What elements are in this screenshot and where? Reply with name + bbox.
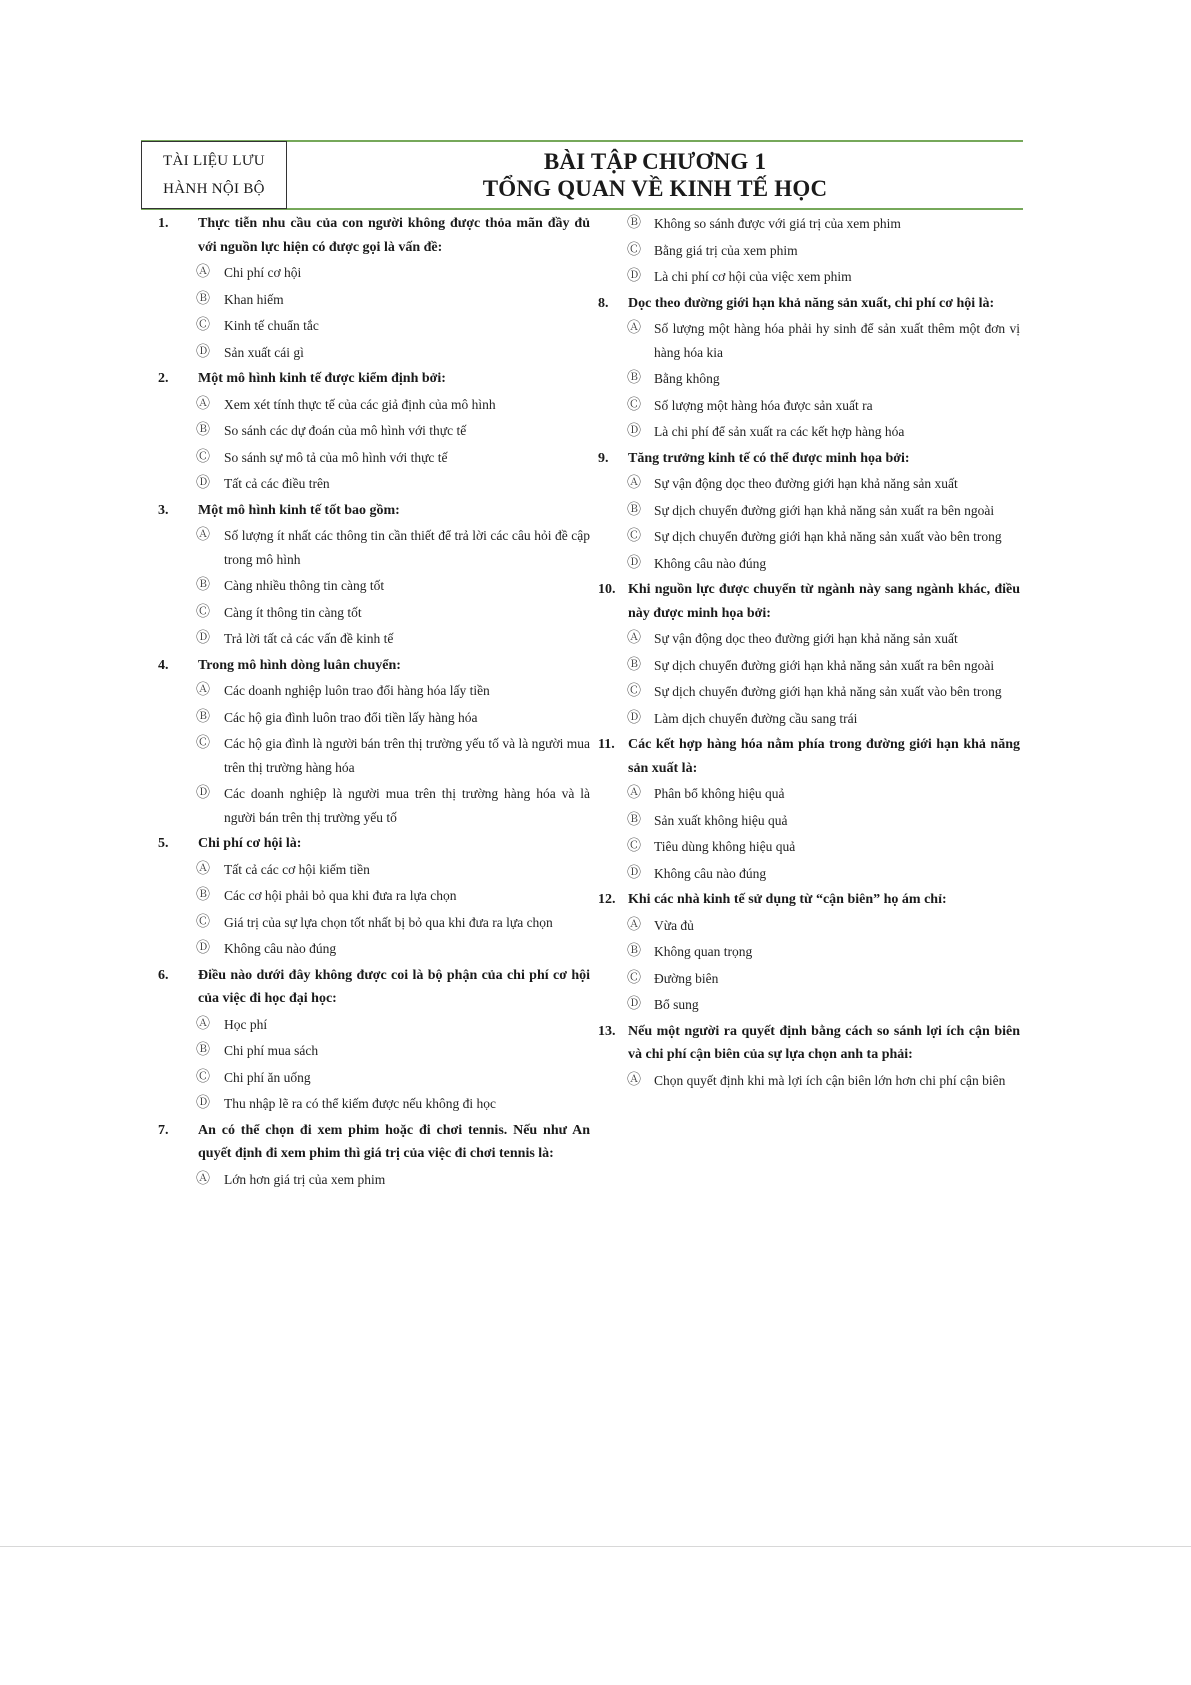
option-letter-icon: Ⓒ [627, 397, 641, 413]
option-letter-icon: Ⓐ [196, 861, 210, 877]
answer-options [158, 1013, 590, 1116]
option-text: Sự dịch chuyển đường giới hạn khả năng sản xuất vào bên trong [654, 529, 1002, 544]
page-title [287, 142, 1023, 208]
option-letter-icon: Ⓒ [196, 604, 210, 620]
option-text: Không so sánh được với giá trị của xem phim [654, 216, 901, 231]
question-number: 2. [158, 371, 169, 386]
answer-option [158, 1066, 590, 1090]
question-stem [158, 654, 590, 678]
answer-options [598, 212, 1020, 289]
answer-option [598, 654, 1020, 678]
option-text: Vừa đủ [654, 917, 694, 933]
question-text: Trong mô hình dòng luân chuyển: [198, 657, 401, 673]
question-number: 9. [598, 450, 609, 466]
answer-options [598, 472, 1020, 575]
question-item [598, 212, 1020, 289]
question-number: 4. [158, 657, 169, 673]
question-item [158, 499, 590, 651]
answer-option [598, 239, 1020, 263]
option-letter-icon: Ⓐ [627, 321, 641, 336]
answer-option [598, 914, 1020, 938]
option-letter-icon: Ⓑ [627, 812, 641, 828]
question-text: Khi nguồn lực được chuyển từ ngành này sang ngành khác, điều này được minh họa bởi: [628, 582, 1020, 621]
title-line-1: BÀI TẬP CHƯƠNG 1 [543, 149, 767, 174]
option-text: Tiêu dùng không hiệu quả [654, 839, 796, 854]
question-number: 8. [598, 295, 609, 311]
answer-option [158, 1092, 590, 1116]
option-text: Các hộ gia đình là người bán trên thị trường yếu tố và là người mua trên thị trường hàng hóa [224, 736, 590, 775]
option-text: Chi phí mua sách [224, 1043, 319, 1058]
answer-option [158, 419, 590, 443]
answer-option [598, 212, 1020, 236]
question-number: 13. [598, 1023, 616, 1039]
option-text: Không câu nào đúng [654, 865, 767, 881]
option-text: Sự dịch chuyển đường giới hạn khả năng sản xuất ra bên ngoài [654, 657, 995, 673]
option-text: Chi phí cơ hội [224, 265, 302, 280]
answer-option [158, 706, 590, 730]
option-letter-icon: Ⓒ [196, 449, 210, 465]
option-letter-icon: Ⓓ [627, 710, 641, 726]
question-stem [158, 1119, 590, 1166]
answer-options [158, 858, 590, 961]
answer-option [158, 937, 590, 961]
option-letter-icon: Ⓐ [196, 265, 210, 280]
option-letter-icon: Ⓓ [627, 997, 641, 1012]
option-letter-icon: Ⓒ [196, 914, 210, 930]
answer-option [598, 993, 1020, 1017]
answer-option [158, 782, 590, 829]
option-text: Sự vận động dọc theo đường giới hạn khả năng sản xuất [654, 476, 958, 491]
answer-option [598, 835, 1020, 859]
answer-option [598, 499, 1020, 523]
option-letter-icon: Ⓓ [627, 424, 641, 439]
answer-option [598, 317, 1020, 364]
answer-option [158, 1013, 590, 1037]
question-item [598, 447, 1020, 576]
option-text: Khan hiếm [224, 291, 284, 307]
question-stem [158, 367, 590, 391]
question-stem [598, 888, 1020, 912]
question-text: Điều nào dưới đây không được coi là bộ phận của chi phí cơ hội của việc đi học đại học: [198, 967, 590, 1006]
answer-option [598, 809, 1020, 833]
answer-option [598, 862, 1020, 886]
answer-option [158, 1168, 590, 1192]
title-line-2: TỔNG QUAN VỀ KINH TẾ HỌC [482, 176, 828, 201]
option-text: Sản xuất không hiệu quả [654, 812, 788, 828]
answer-options [598, 627, 1020, 730]
option-letter-icon: Ⓐ [196, 1016, 210, 1032]
option-text: Các doanh nghiệp luôn trao đổi hàng hóa lấy tiền [224, 683, 490, 698]
option-text: Càng nhiều thông tin càng tốt [224, 578, 385, 593]
option-text: Số lượng ít nhất các thông tin cần thiết để trả lời các câu hỏi đề cập trong mô hình [224, 528, 590, 567]
option-letter-icon: Ⓐ [627, 786, 641, 801]
option-text: Càng ít thông tin càng tốt [224, 604, 362, 620]
option-letter-icon: Ⓑ [627, 371, 641, 386]
question-number: 10. [598, 582, 616, 597]
option-text: Số lượng một hàng hóa được sản xuất ra [654, 397, 873, 413]
option-letter-icon: Ⓑ [196, 1043, 210, 1058]
question-number: 6. [158, 967, 169, 983]
answer-option [158, 858, 590, 882]
question-text: Một mô hình kinh tế tốt bao gồm: [198, 502, 400, 518]
option-letter-icon: Ⓐ [196, 528, 210, 543]
question-stem [598, 733, 1020, 780]
answer-options [158, 261, 590, 364]
option-text: Sản xuất cái gì [224, 344, 304, 360]
right-column [598, 212, 1020, 1095]
answer-options [598, 914, 1020, 1017]
answer-option [598, 367, 1020, 391]
answer-option [158, 446, 590, 470]
answer-option [598, 707, 1020, 731]
option-text: Chi phí ăn uống [224, 1069, 311, 1085]
option-text: So sánh sự mô tả của mô hình với thực tế [224, 449, 448, 465]
option-letter-icon: Ⓑ [196, 578, 210, 593]
question-text: Thực tiễn nhu cầu của con người không được thỏa mãn đầy đủ với nguồn lực hiện có được gọi là vấn đề: [198, 216, 590, 255]
question-item [158, 964, 590, 1116]
option-text: Bằng không [654, 371, 720, 386]
option-letter-icon: Ⓑ [627, 944, 641, 959]
question-stem [598, 1020, 1020, 1067]
option-text: Chọn quyết định khi mà lợi ích cận biên lớn hơn chi phí cận biên [654, 1072, 1006, 1088]
answer-option [158, 627, 590, 651]
question-stem [598, 578, 1020, 625]
answer-options [598, 1069, 1020, 1093]
question-stem [598, 447, 1020, 471]
answer-option [158, 393, 590, 417]
question-item [158, 1119, 590, 1192]
option-letter-icon: Ⓐ [627, 476, 641, 491]
option-letter-icon: Ⓒ [627, 529, 641, 544]
question-number: 11. [598, 737, 615, 752]
option-letter-icon: Ⓐ [196, 396, 210, 412]
option-letter-icon: Ⓐ [196, 683, 210, 698]
question-item [598, 733, 1020, 885]
answer-option [158, 884, 590, 908]
option-letter-icon: Ⓓ [196, 344, 210, 360]
option-text: Tất cả các cơ hội kiếm tiền [224, 861, 370, 877]
question-number: 5. [158, 836, 169, 851]
question-stem [158, 832, 590, 856]
footer-divider [0, 1546, 1191, 1547]
question-number: 1. [158, 216, 169, 231]
option-text: Các cơ hội phải bỏ qua khi đưa ra lựa chọn [224, 888, 457, 903]
question-item [158, 832, 590, 961]
option-letter-icon: Ⓓ [627, 865, 641, 881]
answer-option [158, 341, 590, 365]
question-stem [598, 292, 1020, 316]
option-text: Bổ sung [654, 997, 699, 1012]
option-text: Kinh tế chuẩn tắc [224, 318, 319, 333]
option-text: Không quan trọng [654, 944, 753, 959]
question-item [598, 1020, 1020, 1093]
answer-option [158, 911, 590, 935]
answer-option [158, 679, 590, 703]
answer-option [598, 472, 1020, 496]
option-letter-icon: Ⓒ [196, 318, 210, 333]
option-letter-icon: Ⓑ [196, 709, 210, 725]
option-letter-icon: Ⓒ [627, 970, 641, 986]
option-text: So sánh các dự đoán của mô hình với thực tế [224, 423, 467, 438]
option-letter-icon: Ⓐ [627, 631, 641, 646]
answer-option [598, 940, 1020, 964]
question-stem [158, 499, 590, 523]
question-text: An có thể chọn đi xem phim hoặc đi chơi tennis. Nếu như An quyết định đi xem phim thì giá trị của việc đi chơi tennis là: [198, 1122, 590, 1161]
question-text: Tăng trưởng kinh tế có thể được minh họa bởi: [628, 450, 910, 466]
option-letter-icon: Ⓒ [627, 242, 641, 258]
option-letter-icon: Ⓑ [627, 657, 641, 673]
option-text: Trả lời tất cả các vấn đề kinh tế [224, 631, 394, 646]
answer-options [598, 782, 1020, 885]
option-letter-icon: Ⓑ [196, 291, 210, 307]
left-column [158, 212, 590, 1194]
option-letter-icon: Ⓓ [196, 476, 210, 491]
option-text: Phân bổ không hiệu quả [654, 786, 785, 801]
option-letter-icon: Ⓐ [627, 1072, 641, 1088]
option-letter-icon: Ⓑ [627, 502, 641, 518]
option-letter-icon: Ⓒ [196, 736, 210, 751]
option-text: Bằng giá trị của xem phim [654, 242, 798, 258]
answer-option [158, 472, 590, 496]
option-text: Là chi phí cơ hội của việc xem phim [654, 269, 852, 284]
answer-option [158, 288, 590, 312]
question-text: Khi các nhà kinh tế sử dụng từ “cận biên” họ ám chỉ: [628, 892, 947, 907]
option-letter-icon: Ⓑ [196, 888, 210, 903]
option-letter-icon: Ⓒ [627, 684, 641, 699]
question-item [158, 654, 590, 830]
answer-option [598, 552, 1020, 576]
option-letter-icon: Ⓐ [196, 1171, 210, 1187]
question-text: Dọc theo đường giới hạn khả năng sản xuất, chi phí cơ hội là: [628, 295, 995, 311]
answer-option [598, 525, 1020, 549]
internal-use-line-1: TÀI LIỆU LƯU [163, 153, 265, 169]
option-text: Giá trị của sự lựa chọn tốt nhất bị bỏ qua khi đưa ra lựa chọn [224, 914, 553, 930]
answer-options [158, 524, 590, 651]
answer-options [158, 679, 590, 829]
internal-use-label [141, 141, 287, 209]
option-text: Thu nhập lẽ ra có thể kiếm được nếu không đi học [224, 1096, 497, 1111]
answer-option [158, 574, 590, 598]
option-text: Làm dịch chuyển đường cầu sang trái [654, 710, 858, 726]
answer-options [158, 1168, 590, 1192]
option-text: Sự dịch chuyển đường giới hạn khả năng sản xuất ra bên ngoài [654, 502, 995, 518]
option-text: Các hộ gia đình luôn trao đổi tiền lấy hàng hóa [224, 709, 478, 725]
option-letter-icon: Ⓓ [196, 1096, 210, 1111]
question-number: 12. [598, 892, 616, 907]
question-stem [158, 212, 590, 259]
question-text: Một mô hình kinh tế được kiểm định bởi: [198, 371, 446, 386]
answer-option [158, 524, 590, 571]
option-letter-icon: Ⓓ [196, 631, 210, 646]
answer-option [598, 967, 1020, 991]
option-letter-icon: Ⓒ [196, 1069, 210, 1085]
question-item [598, 578, 1020, 730]
option-text: Các doanh nghiệp là người mua trên thị trường hàng hóa và là người bán trên thị trường yếu tố [224, 786, 590, 825]
question-text: Nếu một người ra quyết định bằng cách so sánh lợi ích cận biên và chi phí cận biên của sự lựa chọn anh ta phải: [628, 1023, 1020, 1062]
option-letter-icon: Ⓓ [627, 555, 641, 571]
answer-option [598, 265, 1020, 289]
option-letter-icon: Ⓓ [196, 941, 210, 956]
option-letter-icon: Ⓓ [627, 269, 641, 284]
question-text: Các kết hợp hàng hóa nằm phía trong đường giới hạn khả năng sản xuất là: [628, 737, 1020, 776]
option-text: Là chi phí để sản xuất ra các kết hợp hàng hóa [654, 424, 905, 439]
question-item [158, 212, 590, 364]
option-letter-icon: Ⓐ [627, 917, 641, 933]
answer-option [158, 601, 590, 625]
option-text: Không câu nào đúng [654, 555, 767, 571]
option-letter-icon: Ⓓ [196, 786, 210, 801]
internal-use-line-2: HÀNH NỘI BỘ [163, 181, 265, 197]
question-number: 7. [158, 1122, 169, 1138]
question-item [598, 888, 1020, 1017]
question-item [158, 367, 590, 496]
answer-options [158, 393, 590, 496]
option-text: Học phí [224, 1016, 268, 1032]
option-letter-icon: Ⓑ [196, 423, 210, 438]
answer-option [598, 394, 1020, 418]
answer-option [158, 732, 590, 779]
answer-option [598, 782, 1020, 806]
option-letter-icon: Ⓒ [627, 839, 641, 854]
option-text: Lớn hơn giá trị của xem phim [224, 1171, 386, 1187]
answer-option [598, 420, 1020, 444]
answer-option [598, 680, 1020, 704]
question-stem [158, 964, 590, 1011]
answer-option [598, 1069, 1020, 1093]
question-item [598, 292, 1020, 444]
option-text: Đường biên [654, 970, 719, 986]
option-text: Số lượng một hàng hóa phải hy sinh để sản xuất thêm một đơn vị hàng hóa kia [654, 321, 1020, 360]
option-text: Tất cả các điều trên [224, 476, 330, 491]
option-text: Xem xét tính thực tế của các giả định của mô hình [224, 396, 496, 412]
option-text: Sự vận động dọc theo đường giới hạn khả năng sản xuất [654, 631, 958, 646]
answer-option [598, 627, 1020, 651]
option-text: Sự dịch chuyển đường giới hạn khả năng sản xuất vào bên trong [654, 684, 1002, 699]
page-header [141, 140, 1023, 210]
option-letter-icon: Ⓑ [627, 216, 641, 231]
answer-option [158, 314, 590, 338]
question-number: 3. [158, 502, 169, 518]
option-text: Không câu nào đúng [224, 941, 337, 956]
answer-option [158, 1039, 590, 1063]
answer-option [158, 261, 590, 285]
answer-options [598, 317, 1020, 444]
question-text: Chi phí cơ hội là: [198, 836, 302, 851]
